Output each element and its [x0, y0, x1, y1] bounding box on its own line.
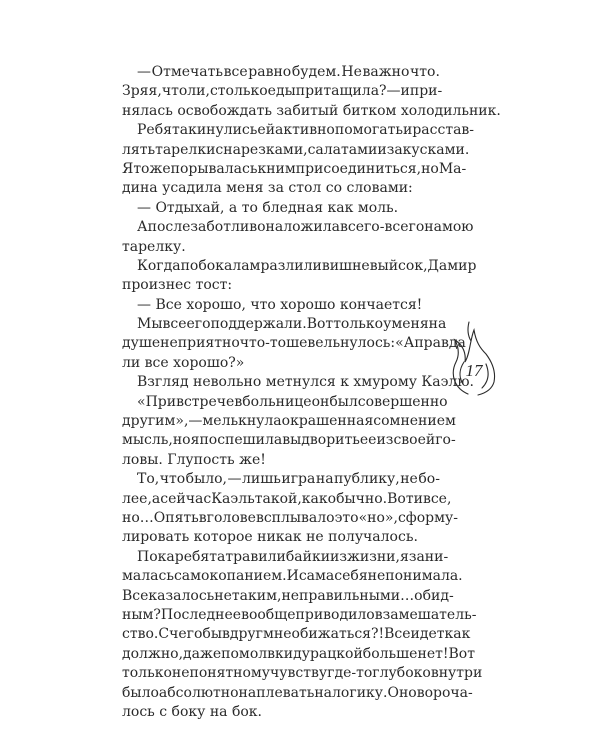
text-line: ли все хорошо?»: [122, 354, 245, 371]
text-line: лировать которое никак не получалось.: [122, 529, 418, 546]
text-line: нялась освобождать забитый битком холодильник.: [122, 102, 501, 119]
text-line: Я тоже порывалась к ним присоединиться, но Ма-: [122, 160, 467, 177]
text-line: лее, а сейчас Каэль такой, как обычно. Вот и все,: [122, 490, 452, 507]
text-line: было абсолютно наплевать на логику. Оно ворочa-: [122, 684, 473, 701]
text-line: Ребята кинулись ей активно помогать и расстав-: [137, 122, 475, 139]
text-line: Мы все его поддержали. Вот только у меня на: [137, 316, 447, 333]
text-line: должно, даже помолвки дурацкой больше нет! Вот: [122, 645, 475, 662]
text-line: мысль, но я поспешила выдворить ее из своей го-: [122, 432, 456, 449]
text-line: — Отдыхай, а то бледная как моль.: [137, 199, 399, 216]
text-line: душе неприятно что-то шевельнулось: «А правда: [122, 335, 466, 352]
text-line: только непонятному чувству где-то глубоко внутри: [122, 665, 483, 682]
text-line: тарелку.: [122, 238, 186, 255]
text-line: ным? Последнее вообще приводило в замешатель-: [122, 606, 477, 623]
text-line: Пока ребята травили байки из жизни, я зани-: [137, 548, 449, 565]
text-line: ство. С чего бы вдруг мне обижаться?! Все идет как: [122, 626, 471, 643]
text-line: произнес тост:: [122, 277, 233, 294]
text-line: ловы. Глупость же!: [122, 451, 266, 468]
text-line: А после заботливо наложила всего-всего на мою: [137, 219, 474, 236]
text-line: Взгляд невольно метнулся к хмурому Каэлю.: [137, 374, 474, 391]
text-line: — Отмечать все равно будем. Не важно что.: [137, 64, 440, 80]
text-line: То, что было, — лишь игра на публику, не бо-: [137, 471, 440, 488]
flame-icon: [448, 316, 500, 398]
text-line: лять тарелки с нарезками, салатами и закусками.: [122, 141, 470, 158]
text-line: лось с боку на бок.: [122, 703, 263, 720]
text-line: дина усадила меня за стол со словами:: [122, 180, 413, 197]
page-number: 17: [465, 361, 483, 380]
text-line: другим», — мелькнула окрашенная сомнением: [122, 413, 456, 430]
text-line: — Все хорошо, что хорошо кончается!: [137, 296, 423, 313]
text-line: Когда по бокалам разлили вишневый сок, Дамир: [137, 257, 477, 274]
text-line: «При встрече в больнице он был совершенно: [137, 393, 448, 410]
text-line: Все казалось не таким, неправильным и… обид-: [122, 587, 454, 604]
text-line: но… Опять в голове всплывало это «но», сформу-: [122, 509, 458, 526]
text-line: Зря я, что ли, столько еды притащила? — и при-: [122, 83, 443, 100]
page-folio: [448, 316, 500, 398]
text-line: малась самокопанием. И сама себя не понимала.: [122, 568, 463, 585]
